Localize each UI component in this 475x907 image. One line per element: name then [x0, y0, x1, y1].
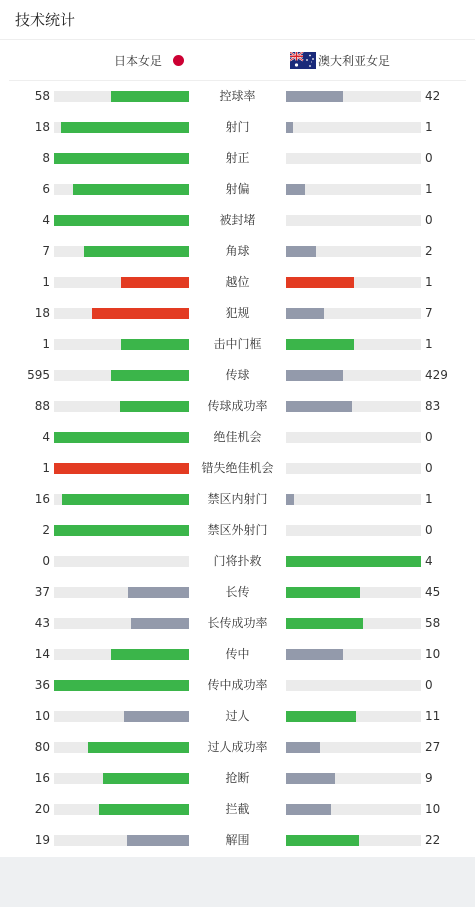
home-value: 10: [34, 709, 50, 723]
australia-flag-icon: [290, 52, 316, 69]
stat-row: [0, 608, 475, 639]
stat-label: 射门: [225, 120, 250, 134]
stat-label: 过人成功率: [207, 740, 268, 754]
stat-row: [0, 81, 475, 112]
home-bar-fill: [54, 153, 189, 164]
away-bar-fill: [286, 773, 335, 784]
away-bar-fill: [286, 339, 354, 350]
away-bar-fill: [286, 246, 316, 257]
away-bar-fill: [286, 556, 421, 567]
stat-label: 错失绝佳机会: [201, 461, 274, 475]
home-bar-fill: [121, 277, 189, 288]
stat-label: 传中: [225, 647, 250, 661]
home-bar-fill: [103, 773, 189, 784]
away-bar-fill: [286, 742, 320, 753]
away-value: 1: [425, 492, 433, 506]
stat-row: [0, 670, 475, 701]
stat-label: 抢断: [225, 771, 250, 785]
away-bar-track: [286, 277, 421, 288]
home-value: 43: [34, 616, 50, 630]
home-bar-fill: [54, 432, 189, 443]
away-value: 83: [425, 399, 441, 413]
home-bar-fill: [54, 525, 189, 536]
home-bar-fill: [92, 308, 189, 319]
stat-row: [0, 298, 475, 329]
stat-row: [0, 794, 475, 825]
home-bar-track: [54, 122, 189, 133]
away-bar-track: [286, 122, 421, 133]
stat-row: [0, 484, 475, 515]
stat-label: 门将扑救: [213, 554, 262, 568]
home-bar-track: [54, 308, 189, 319]
page-title: 技术统计: [15, 11, 76, 29]
stat-label: 传中成功率: [207, 678, 268, 692]
stat-row: [0, 112, 475, 143]
home-value: 1: [42, 337, 50, 351]
away-bar-fill: [286, 370, 343, 381]
stat-label: 射正: [225, 151, 250, 165]
away-bar-fill: [286, 184, 305, 195]
header: [0, 0, 475, 40]
stat-label: 绝佳机会: [213, 430, 262, 444]
home-bar-fill: [111, 370, 189, 381]
away-bar-fill: [286, 587, 360, 598]
home-value: 36: [34, 678, 50, 692]
stat-label: 解围: [225, 833, 250, 847]
home-value: 88: [34, 399, 50, 413]
away-value: 1: [425, 120, 433, 134]
away-bar-track: [286, 649, 421, 660]
stat-label: 犯规: [225, 306, 250, 320]
away-bar-track: [286, 587, 421, 598]
stat-row: [0, 825, 475, 856]
japan-flag-icon: [173, 55, 184, 66]
stat-label: 拦截: [225, 802, 250, 816]
away-bar-fill: [286, 308, 324, 319]
home-bar-track: [54, 525, 189, 536]
home-bar-track: [54, 463, 189, 474]
away-bar-track: [286, 184, 421, 195]
home-value: 80: [34, 740, 50, 754]
stat-row: [0, 546, 475, 577]
stat-row: [0, 174, 475, 205]
away-bar-track: [286, 556, 421, 567]
home-bar-fill: [54, 680, 189, 691]
away-value: 2: [425, 244, 433, 258]
stat-label: 越位: [225, 275, 250, 289]
away-bar-fill: [286, 835, 359, 846]
away-team: [290, 40, 390, 80]
home-bar-track: [54, 773, 189, 784]
away-bar-track: [286, 494, 421, 505]
stat-row: [0, 515, 475, 546]
home-bar-fill: [62, 494, 189, 505]
home-bar-fill: [127, 835, 189, 846]
stat-label: 角球: [225, 244, 250, 258]
stat-row: [0, 763, 475, 794]
away-value: 42: [425, 89, 441, 103]
home-bar-fill: [99, 804, 189, 815]
home-bar-track: [54, 432, 189, 443]
stat-row: [0, 732, 475, 763]
away-bar-fill: [286, 618, 363, 629]
away-value: 0: [425, 213, 433, 227]
home-bar-track: [54, 680, 189, 691]
home-bar-track: [54, 556, 189, 567]
away-bar-track: [286, 401, 421, 412]
away-bar-fill: [286, 401, 352, 412]
stat-label: 射偏: [225, 182, 250, 196]
home-value: 58: [34, 89, 50, 103]
stat-row: [0, 329, 475, 360]
away-value: 1: [425, 337, 433, 351]
home-value: 19: [34, 833, 50, 847]
stat-row: [0, 391, 475, 422]
stat-row: [0, 577, 475, 608]
away-bar-track: [286, 525, 421, 536]
stat-row: [0, 236, 475, 267]
away-bar-track: [286, 246, 421, 257]
home-value: 0: [42, 554, 50, 568]
away-value: 22: [425, 833, 441, 847]
away-bar-track: [286, 463, 421, 474]
home-bar-track: [54, 494, 189, 505]
home-value: 14: [34, 647, 50, 661]
stat-label: 击中门框: [213, 337, 262, 351]
away-bar-track: [286, 618, 421, 629]
away-bar-track: [286, 680, 421, 691]
home-bar-track: [54, 618, 189, 629]
away-value: 1: [425, 275, 433, 289]
away-value: 429: [425, 368, 448, 382]
home-bar-fill: [120, 401, 189, 412]
teams-header: [9, 40, 466, 81]
stat-row: [0, 701, 475, 732]
home-bar-track: [54, 91, 189, 102]
away-bar-fill: [286, 804, 331, 815]
home-bar-track: [54, 370, 189, 381]
away-value: 11: [425, 709, 441, 723]
home-bar-fill: [73, 184, 189, 195]
away-bar-track: [286, 153, 421, 164]
stat-label: 禁区内射门: [207, 492, 268, 506]
stat-row: [0, 422, 475, 453]
home-bar-track: [54, 246, 189, 257]
home-bar-fill: [84, 246, 189, 257]
home-value: 1: [42, 461, 50, 475]
away-value: 27: [425, 740, 441, 754]
away-bar-track: [286, 370, 421, 381]
home-value: 2: [42, 523, 50, 537]
away-bar-fill: [286, 277, 354, 288]
home-value: 18: [34, 306, 50, 320]
away-bar-track: [286, 835, 421, 846]
stats-list: [0, 81, 475, 856]
away-bar-fill: [286, 122, 293, 133]
home-bar-track: [54, 339, 189, 350]
home-value: 4: [42, 430, 50, 444]
away-team-name: 澳大利亚女足: [318, 53, 391, 68]
stat-label: 禁区外射门: [207, 523, 268, 537]
away-bar-track: [286, 339, 421, 350]
home-value: 16: [34, 771, 50, 785]
stat-label: 控球率: [219, 89, 256, 103]
stat-row: [0, 267, 475, 298]
home-bar-fill: [111, 91, 189, 102]
home-value: 595: [27, 368, 50, 382]
away-bar-track: [286, 804, 421, 815]
away-value: 0: [425, 523, 433, 537]
away-value: 0: [425, 151, 433, 165]
home-value: 4: [42, 213, 50, 227]
home-bar-track: [54, 401, 189, 412]
away-value: 0: [425, 678, 433, 692]
home-bar-fill: [111, 649, 189, 660]
home-value: 8: [42, 151, 50, 165]
away-value: 0: [425, 430, 433, 444]
stat-row: [0, 639, 475, 670]
away-value: 45: [425, 585, 441, 599]
away-bar-track: [286, 91, 421, 102]
home-bar-track: [54, 215, 189, 226]
home-bar-track: [54, 277, 189, 288]
home-bar-track: [54, 153, 189, 164]
away-value: 4: [425, 554, 433, 568]
home-value: 18: [34, 120, 50, 134]
away-value: 1: [425, 182, 433, 196]
home-value: 6: [42, 182, 50, 196]
stat-label: 传球成功率: [207, 399, 268, 413]
away-bar-fill: [286, 91, 343, 102]
home-bar-fill: [128, 587, 189, 598]
away-bar-track: [286, 773, 421, 784]
away-value: 58: [425, 616, 441, 630]
home-bar-fill: [131, 618, 189, 629]
home-value: 37: [34, 585, 50, 599]
stat-row: [0, 360, 475, 391]
away-value: 7: [425, 306, 433, 320]
away-bar-track: [286, 432, 421, 443]
home-bar-track: [54, 184, 189, 195]
away-bar-fill: [286, 649, 343, 660]
home-bar-track: [54, 711, 189, 722]
home-team: [114, 40, 184, 80]
away-value: 9: [425, 771, 433, 785]
stat-label: 过人: [225, 709, 250, 723]
stat-label: 长传成功率: [207, 616, 268, 630]
stat-label: 被封堵: [219, 213, 256, 227]
away-value: 10: [425, 647, 441, 661]
home-value: 16: [34, 492, 50, 506]
stat-label: 长传: [225, 585, 250, 599]
home-bar-fill: [54, 463, 189, 474]
away-bar-track: [286, 742, 421, 753]
home-bar-track: [54, 804, 189, 815]
home-bar-fill: [61, 122, 189, 133]
home-bar-fill: [124, 711, 189, 722]
stat-label: 传球: [225, 368, 250, 382]
away-bar-fill: [286, 494, 294, 505]
home-value: 1: [42, 275, 50, 289]
home-bar-track: [54, 649, 189, 660]
home-value: 7: [42, 244, 50, 258]
home-bar-fill: [121, 339, 189, 350]
away-value: 0: [425, 461, 433, 475]
home-team-name: 日本女足: [113, 53, 162, 68]
away-value: 10: [425, 802, 441, 816]
home-bar-fill: [88, 742, 189, 753]
away-bar-fill: [286, 711, 356, 722]
stat-row: [0, 143, 475, 174]
home-bar-fill: [54, 215, 189, 226]
home-bar-track: [54, 742, 189, 753]
home-bar-track: [54, 835, 189, 846]
home-value: 20: [34, 802, 50, 816]
home-bar-track: [54, 587, 189, 598]
stat-row: [0, 205, 475, 236]
away-bar-track: [286, 308, 421, 319]
away-bar-track: [286, 215, 421, 226]
away-bar-track: [286, 711, 421, 722]
stat-row: [0, 453, 475, 484]
